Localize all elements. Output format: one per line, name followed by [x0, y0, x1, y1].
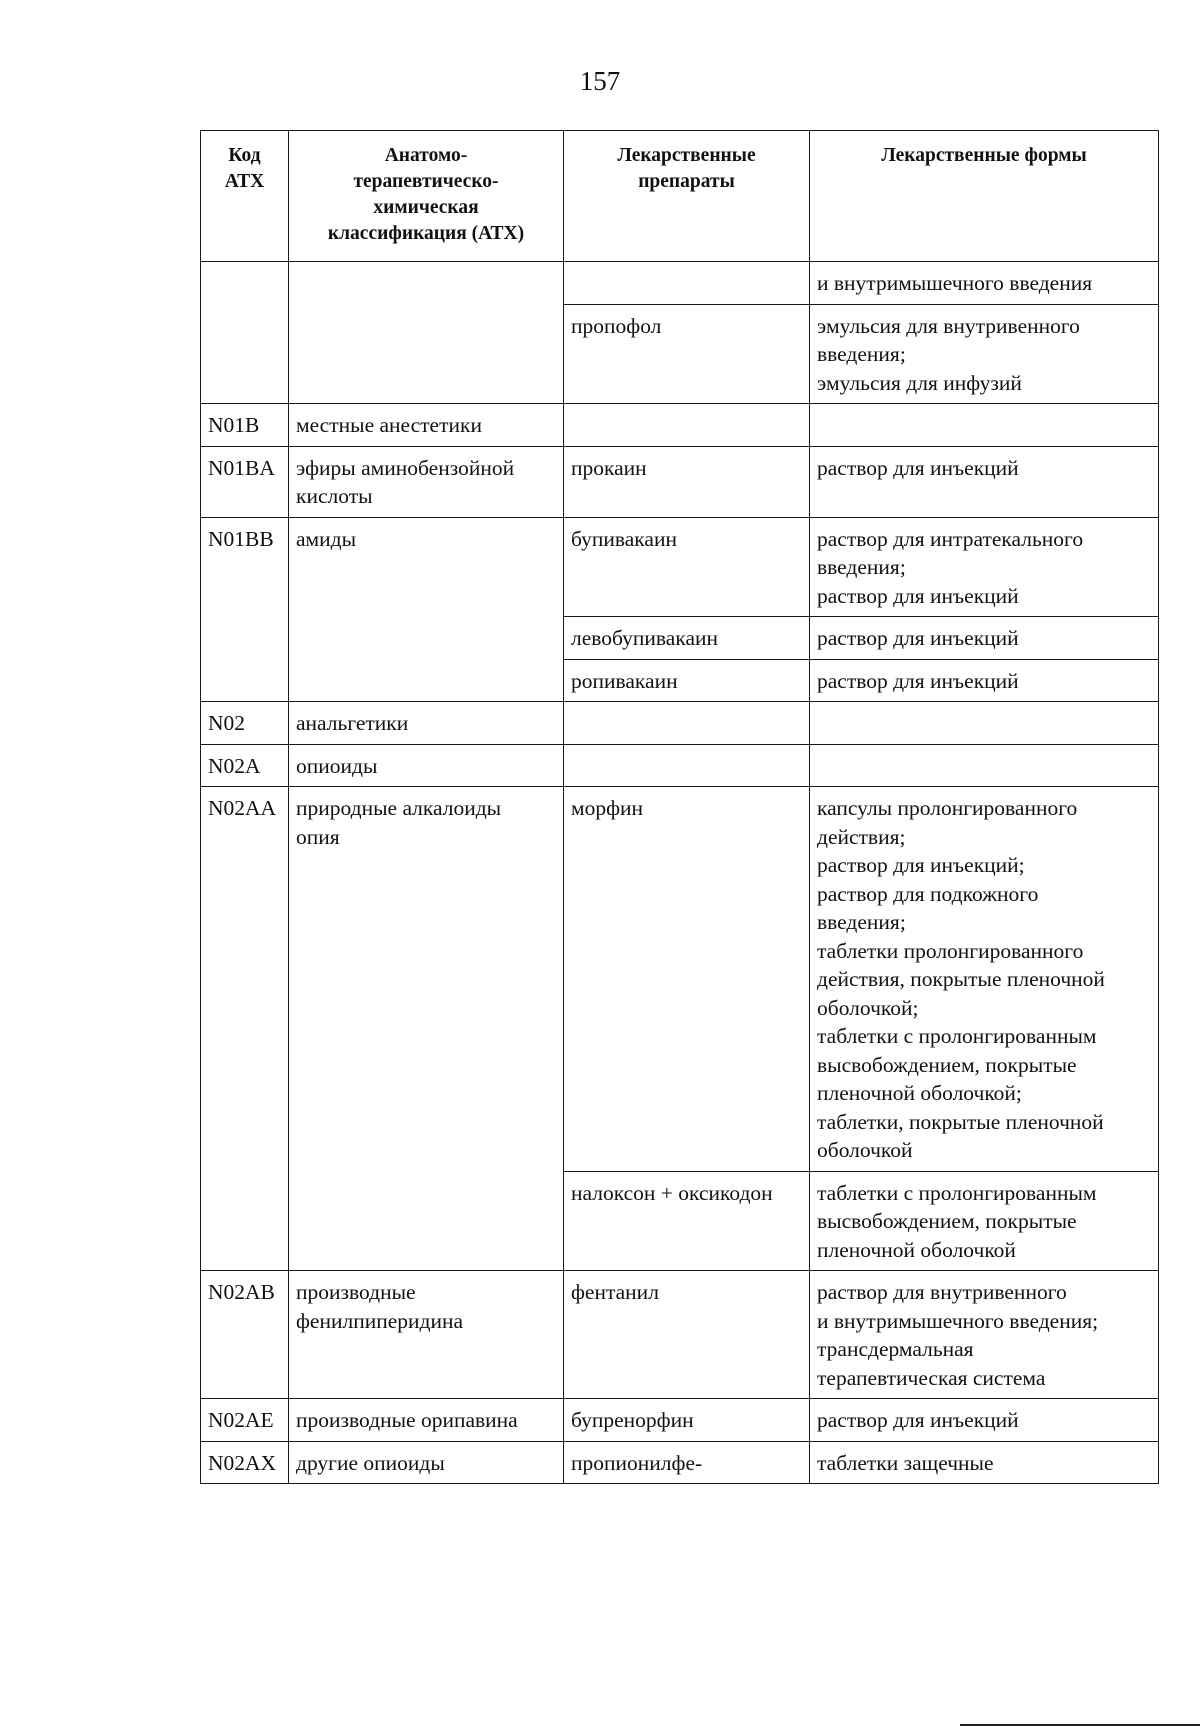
code-cell	[201, 262, 289, 404]
code-cell: N02AX	[201, 1441, 289, 1484]
drug-cell: пропионилфе-	[564, 1441, 810, 1484]
code-cell: N01B	[201, 404, 289, 447]
name-cell	[289, 517, 564, 702]
text-line: оболочкой	[817, 1138, 913, 1162]
drug-cell: морфин	[564, 787, 810, 1172]
text-line: опиоиды	[296, 753, 378, 778]
text-line: раствор для подкожного	[817, 881, 1039, 906]
text-line: таблетки защечные	[817, 1450, 994, 1475]
text-line: эфиры аминобензойной	[296, 455, 515, 480]
text-line: высвобождением, покрытые	[817, 1209, 1077, 1233]
text-line: таблетки, покрытые пленочной	[817, 1109, 1104, 1134]
code-cell: N02	[201, 702, 289, 745]
text-line: таблетки с пролонгированным	[817, 1180, 1097, 1205]
text-line: раствор для инъекций	[817, 1408, 1019, 1432]
code-cell: N02AA	[201, 787, 289, 1271]
drug-cell: фентанил	[564, 1271, 810, 1399]
forms-cell	[810, 659, 1159, 702]
forms-cell	[810, 262, 1159, 305]
text-line: производные	[296, 1280, 416, 1304]
text-line: раствор для интратекального	[817, 526, 1084, 551]
forms-cell	[810, 517, 1159, 617]
table-row	[201, 1441, 1159, 1484]
name-cell	[289, 702, 564, 745]
text-line: эмульсия для инфузий	[817, 370, 1022, 395]
code-cell: N02A	[201, 744, 289, 787]
text-line: производные орипавина	[296, 1408, 518, 1432]
table-row	[201, 446, 1159, 517]
forms-cell	[810, 1399, 1159, 1442]
drug-cell	[564, 262, 810, 305]
table-row	[201, 262, 1159, 305]
text-line: местные анестетики	[296, 413, 482, 437]
forms-cell	[810, 617, 1159, 660]
name-cell	[289, 446, 564, 517]
text-line: анальгетики	[296, 711, 409, 735]
text-line: кислоты	[296, 484, 373, 508]
name-cell	[289, 1271, 564, 1399]
name-cell	[289, 404, 564, 447]
name-cell	[289, 787, 564, 1271]
text-line: действия;	[817, 824, 906, 849]
atx-table	[200, 130, 1159, 1484]
table-row	[201, 404, 1159, 447]
text-line: трансдермальная	[817, 1337, 974, 1361]
drug-cell	[564, 744, 810, 787]
text-line: опия	[296, 824, 340, 849]
text-line: терапевтическая система	[817, 1365, 1046, 1390]
drug-cell: бупренорфин	[564, 1399, 810, 1442]
text-line: раствор для инъекций	[817, 455, 1019, 480]
table-row	[201, 744, 1159, 787]
text-line: Лекарственные формы	[881, 145, 1087, 166]
text-line: раствор для инъекций	[817, 583, 1019, 608]
name-cell	[289, 1441, 564, 1484]
drug-cell	[564, 404, 810, 447]
text-line: Лекарственные	[617, 145, 756, 166]
text-line: раствор для инъекций;	[817, 853, 1025, 877]
text-line: природные алкалоиды	[296, 796, 502, 820]
drug-cell	[564, 702, 810, 745]
forms-cell	[810, 787, 1159, 1172]
header-forms	[810, 131, 1159, 262]
text-line: Код	[228, 145, 261, 166]
code-cell: N02AB	[201, 1271, 289, 1399]
text-line: терапевтическо-	[353, 171, 499, 192]
code-cell: N01BA	[201, 446, 289, 517]
text-line: высвобождением, покрытые	[817, 1052, 1077, 1077]
drug-cell: левобупивакаин	[564, 617, 810, 660]
forms-cell	[810, 744, 1159, 787]
text-line: препараты	[638, 171, 735, 192]
text-line: амиды	[296, 526, 357, 551]
table-row	[201, 787, 1159, 1172]
table-row	[201, 1271, 1159, 1399]
forms-cell	[810, 404, 1159, 447]
header-classification	[289, 131, 564, 262]
forms-cell	[810, 1271, 1159, 1399]
table-row	[201, 1399, 1159, 1442]
name-cell	[289, 744, 564, 787]
name-cell	[289, 1399, 564, 1442]
text-line: таблетки с пролонгированным	[817, 1024, 1097, 1048]
text-line: классификация (АТХ)	[327, 223, 525, 244]
text-line: пленочной оболочкой;	[817, 1081, 1022, 1105]
name-cell	[289, 262, 564, 404]
text-line: и внутримышечного введения	[817, 271, 1093, 295]
text-line: действия, покрытые пленочной	[817, 967, 1105, 991]
text-line: капсулы пролонгированного	[817, 796, 1078, 820]
forms-cell	[810, 446, 1159, 517]
text-line: введения;	[817, 342, 906, 366]
drug-cell: пропофол	[564, 304, 810, 404]
drug-cell: бупивакаин	[564, 517, 810, 617]
text-line: и внутримышечного введения;	[817, 1308, 1099, 1333]
text-line: раствор для инъекций	[817, 668, 1019, 693]
forms-cell	[810, 1441, 1159, 1484]
table-row	[201, 517, 1159, 617]
code-cell: N01BB	[201, 517, 289, 702]
text-line: введения;	[817, 555, 906, 579]
code-cell: N02AE	[201, 1399, 289, 1442]
header-drugs	[564, 131, 810, 262]
text-line: введения;	[817, 910, 906, 934]
header-row	[201, 131, 1159, 262]
drug-cell: налоксон + оксикодон	[564, 1171, 810, 1271]
text-line: другие опиоиды	[296, 1450, 445, 1475]
text-line: раствор для внутривенного	[817, 1280, 1067, 1304]
drug-cell: прокаин	[564, 446, 810, 517]
text-line: эмульсия для внутривенного	[817, 313, 1080, 338]
text-line: таблетки пролонгированного	[817, 938, 1084, 963]
text-line: оболочкой;	[817, 995, 919, 1020]
text-line: раствор для инъекций	[817, 626, 1019, 650]
page-number: 157	[579, 66, 621, 96]
drug-cell: ропивакаин	[564, 659, 810, 702]
text-line: фенилпиперидина	[296, 1308, 464, 1333]
scan-edge-line	[960, 1724, 1200, 1726]
text-line: химическая	[373, 197, 479, 218]
forms-cell	[810, 1171, 1159, 1271]
text-line: пленочной оболочкой	[817, 1237, 1016, 1262]
text-line: АТХ	[224, 171, 265, 192]
forms-cell	[810, 304, 1159, 404]
forms-cell	[810, 702, 1159, 745]
header-code	[201, 131, 289, 262]
text-line: Анатомо-	[384, 145, 468, 166]
table-row	[201, 702, 1159, 745]
